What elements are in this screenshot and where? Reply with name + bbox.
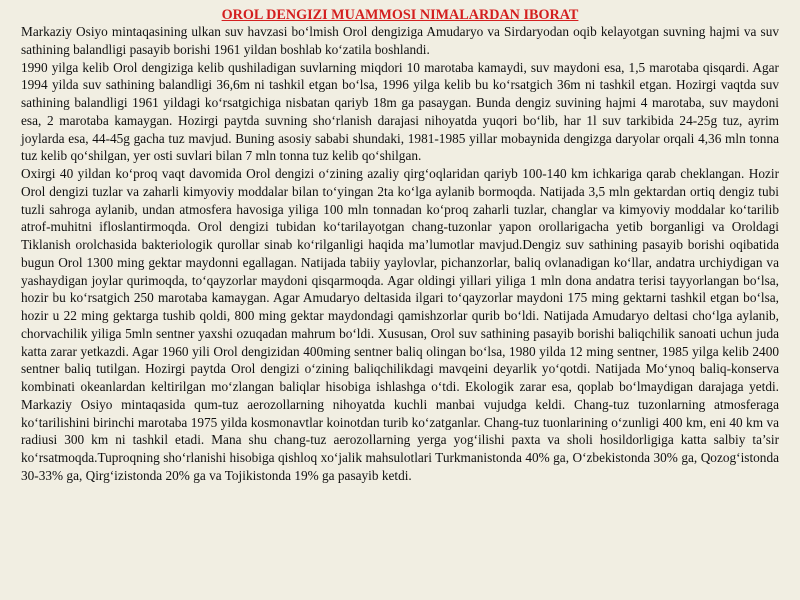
paragraph-intro: Markaziy Osiyo mintaqasining ulkan suv havzasi bo‘lmish Orol dengiziga Amudaryo va Sirdaryodan oqib kelayotgan suvning hajmi va suv sathining balandligi pasayib borishi 1961 yildan boshlab ko‘zatila boshlandi.	[21, 24, 779, 57]
paragraph-1990-statistics: 1990 yilga kelib Orol dengiziga kelib qushiladigan suvlarning miqdori 10 marotaba kamaydi, suv maydoni esa, 1,5 marotaba qisqardi. Agar 1994 yilda suv sathining balandligi 36,6m ni tashkil etgan bo‘lsa, 1996 yilga kelib bu ko‘rsatgich 36m ni tashkil etgan. Hozirgi vaqtda suv sathining balandligi 1961 yildagi ko‘rsatgichiga nisbatan qariyb 18m ga pasaygan. Bunda dengiz suvining hajmi 4 marotaba, suv maydoni esa, 2 marotaba kamaygan. Hozirgi paytda suvning sho‘rlanish darajasi nihoyatda yuqori bo‘lib, har 1l suv tarkibida 24-25g tuz, ayrim joylarda esa, 44-45g gacha tuz mavjud. Buning asosiy sababi shundaki, 1981-1985 yillar mobaynida dengizga daryolar orqali 4,36 mln tonna tuz kelib qo‘shilgan, yer osti suvlari bilan 7 mln tonna tuz kelib qo‘shilgan.	[21, 59, 779, 164]
paragraph-consequences: Oxirgi 40 yildan ko‘proq vaqt davomida Orol dengizi o‘zining azaliy qirg‘oqlaridan qariyb 100-140 km ichkariga qarab cheklangan. Hozir Orol dengizi tuzlar va zaharli kimyoviy moddalar bilan to‘yingan 2ta ko‘lga aylanib bormoqda. Natijada 3,5 mln gektardan ortiq dengiz tubi tuzli sahroga aylanib, undan atmosfera havosiga yiliga 100 mln tonnadan ko‘proq zaharli tuzlar, changlar va kimyoviy moddalar ko‘tarilib atrof-muhitni ifloslantirmoqda. Orol dengizi tubidan ko‘tarilayotgan chang-tuzonlar yapon orollarigacha yetib borganligi va Oroldagi Tiklanish orolchasida bakteriologik qurollar sinab ko‘rilganligi haqida ma’lumotlar mavjud.Dengiz suv sathining pasayib borishi oqibatida bugun Orol 1300 ming gektar maydonni egallagan. Natijada tabiiy yaylovlar, pichanzorlar, baliq ovlanadigan ko‘llar, andatra urchiydigan va yashaydigan joylar qurimoqda, to‘qayzorlar maydoni qisqarmoqda. Agar oldingi yillari yiliga 1 mln dona andatra terisi tayyorlangan bo‘lsa, hozir bu ko‘rsatgich 250 marotaba kamaygan. Agar Amudaryo deltasida ilgari to‘qayzorlar maydoni 175 ming gektarni tashkil etgan bo‘lsa, hozir u 22 ming gektarga tushib qoldi, 800 ming gektar maydondagi qamishzorlar qurib bo‘ldi. Natijada Amudaryo deltasi cho‘lga aylanib, chorvachilik yiliga 5mln sentner yaxshi ozuqadan mahrum bo‘ldi. Xususan, Orol suv sathining pasayib borishi baliqchilik sanoati uchun juda katta zarar yetkazdi. Agar 1960 yili Orol dengizidan 400ming sentner baliq olingan bo‘lsa, 1980 yilda 12 ming sentner, 1985 yilga kelib 2400 sentner baliq tutilgan. Hozirgi paytda Orol dengizi o‘zining baliqchilikdagi mavqeini deyarlik yo‘qotdi. Natijada Mo‘ynoq baliq-konserva kombinati okeanlardan keltirilgan mo‘zlangan baliqlar hisobiga ishlashga o‘tdi. Ekologik zarar esa, qoplab bo‘lmaydigan darajaga yetdi. Markaziy Osiyo mintaqasida qum-tuz aerozollarning nihoyatda kuchli manbai vujudga keldi. Chang-tuz tuzonlarning atmosferaga ko‘tarilishini birinchi marotaba 1975 yilda kosmonavtlar koinotdan turib ko‘zatganlar. Chang-tuz tuonlarining o‘zunligi 400 km, eni 40 km va radiusi 300 km ni tashkil etadi. Mana shu chang-tuz aerozollarning yerga yog‘ilishi paxta va sholi hosildorligiga katta salbiy ta’sir ko‘rsatmoqda.Tuproqning sho‘rlanishi hisobiga qishloq xo‘jalik mahsulotlari Turkmanistonda 40% ga, O‘zbekistonda 30% ga, Qozog‘istonda 30-33% ga, Qirg‘izistonda 20% ga va Tojikistonda 19% ga pasayib ketdi.	[21, 166, 779, 483]
document-title: OROL DENGIZI MUAMMOSI NIMALARDAN IBORAT	[221, 7, 579, 23]
